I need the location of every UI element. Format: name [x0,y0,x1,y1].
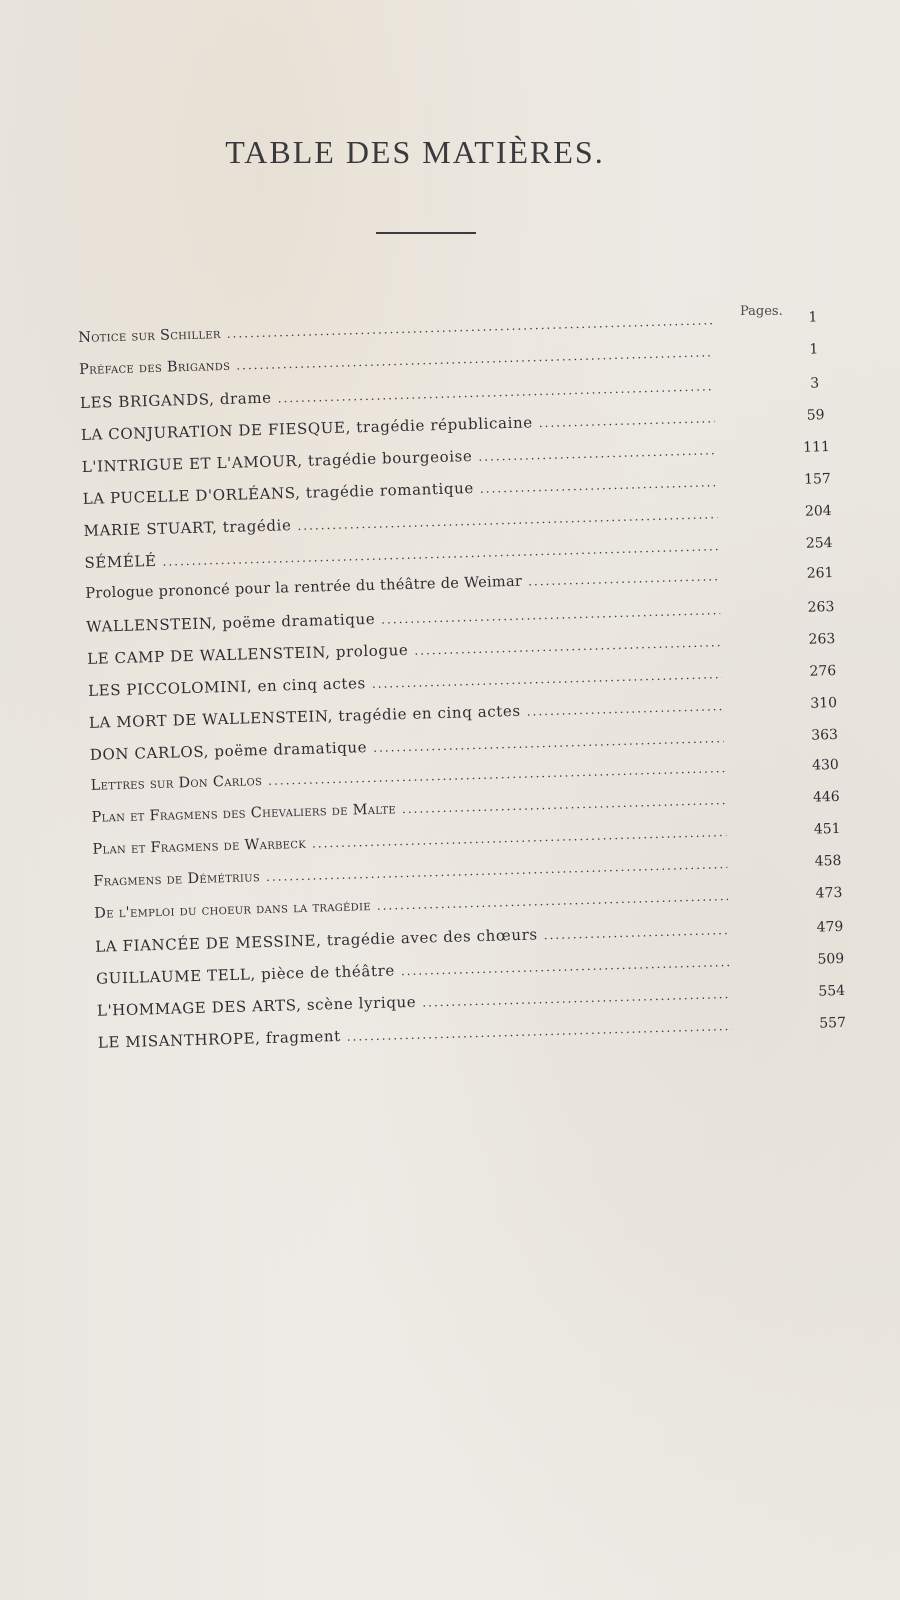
toc-entry-page: 157 [803,471,832,488]
leader-dots [527,699,723,718]
toc-entry-title: L'HOMMAGE DES ARTS, scène lyrique [96,992,417,1020]
toc-entry-title: LE CAMP DE WALLENSTEIN, prologue [86,640,409,668]
toc-entry-page: 310 [810,694,838,712]
toc-entry-page: 363 [811,726,839,744]
table-of-contents [78,309,858,1066]
toc-entry-title: LES PICCOLOMINI, en cinq actes [87,674,367,700]
toc-entry-page: 204 [804,503,832,520]
toc-entry-title: Fragmens de Démétrius [93,869,261,890]
toc-entry-title: Plan et Fragmens de Warbeck [92,835,307,858]
leader-dots [478,443,716,464]
toc-entry-page: 276 [809,662,837,680]
toc-entry-title: LES BRIGANDS, drame [79,388,272,412]
toc-entry-title: De l'emploi du choeur dans la tragédie [94,898,372,922]
toc-entry-title: L'INTRIGUE ET L'AMOUR, tragédie bourgeoise [81,447,473,476]
toc-entry-page: 430 [811,756,840,774]
toc-entry-page: 446 [812,788,840,806]
toc-entry-title: SÉMÉLÉ [84,551,157,572]
leader-dots [414,635,721,658]
leader-dots [543,923,729,942]
toc-entry-page: 479 [816,918,844,936]
toc-entry-page: 1 [808,309,818,326]
toc-entry-page: 59 [806,407,825,424]
toc-entry-page: 263 [807,598,835,616]
toc-entry-title: Notice sur Schiller [78,326,221,346]
toc-entry-title: LA MORT DE WALLENSTEIN, tragédie en cinq actes [88,701,521,732]
leader-dots [422,987,731,1010]
toc-entry-title: GUILLAUME TELL, pièce de théâtre [95,961,396,988]
toc-entry-page: 451 [813,820,841,838]
toc-entry-page: 557 [819,1014,847,1032]
toc-entry-title: LA FIANCÉE DE MESSINE, tragédie avec des chœurs [94,925,538,956]
toc-entry-title: Préface des Brigands [78,357,231,378]
title-rule [376,232,476,234]
toc-entry-title: WALLENSTEIN, poëme dramatique [86,609,376,636]
pages-column-header: Pages. [740,304,783,319]
toc-entry-title: MARIE STUART, tragédie [83,516,292,540]
toc-entry-title: LA PUCELLE D'ORLÉANS, tragédie romantique [82,479,475,508]
toc-entry-page: 111 [802,439,831,456]
leader-dots [528,569,719,588]
leader-dots [480,475,717,496]
toc-entry-title: Prologue prononcé pour la rentrée du théâtre de Weimar [85,573,523,602]
toc-entry-page: 509 [817,950,845,968]
toc-entry-page: 263 [808,630,836,648]
toc-entry-page: 254 [805,535,833,552]
toc-entry-page: 554 [818,982,846,1000]
toc-entry-title: LA CONJURATION DE FIESQUE, tragédie républicaine [80,413,533,444]
leader-dots [227,313,713,341]
toc-entry-title: DON CARLOS, poëme dramatique [89,738,368,764]
page-title: TABLE DES MATIÈRES. [225,134,605,170]
toc-entry-page: 261 [806,565,834,582]
toc-entry-title: Plan et Fragmens des Chevaliers de Malte [91,801,397,826]
toc-entry-page: 473 [815,884,843,902]
toc-entry-page: 1 [809,341,819,358]
toc-entry-page: 458 [814,852,842,870]
toc-entry-title: Lettres sur Don Carlos [90,773,263,794]
leader-dots [539,411,715,430]
toc-entry-title: LE MISANTHROPE, fragment [97,1026,341,1052]
toc-entry-page: 3 [810,375,820,392]
